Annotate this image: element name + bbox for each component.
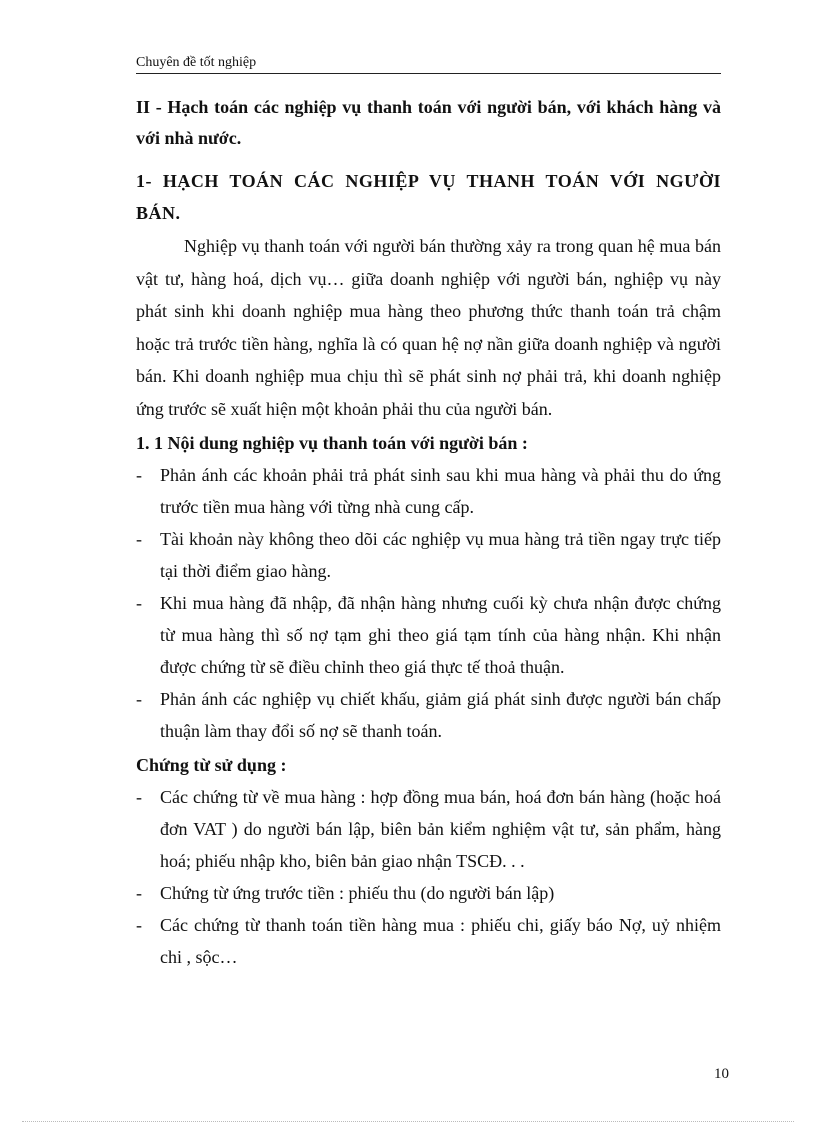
list-item-text: Tài khoản này không theo dõi các nghiệp vụ mua hàng trả tiền ngay trực tiếp tại thời điểm giao hàng. [160,529,721,581]
documents-used-list [136,781,721,973]
page-header [136,54,721,74]
subsection-1-1-title: 1. 1 Nội dung nghiệp vụ thanh toán với người bán : [136,433,528,453]
section-title-line1: 1- HẠCH TOÁN CÁC NGHIỆP VỤ THANH TOÁN VỚI NGƯỜI [136,171,721,191]
list-item [136,459,721,523]
list-item [136,781,721,877]
page-content [136,92,721,973]
list-item-text: Các chứng từ về mua hàng : hợp đồng mua bán, hoá đơn bán hàng (hoặc hoá đơn VAT ) do người bán lập, biên bản kiểm nghiệm vật tư, sản phẩm, hàng hoá; phiếu nhập kho, biên bản giao nhận TSCĐ. . . [160,787,721,871]
page-number: 10 [714,1066,729,1082]
list-item [136,683,721,747]
list-item-text: Khi mua hàng đã nhập, đã nhận hàng nhưng cuối kỳ chưa nhận được chứng từ mua hàng thì số nợ tạm ghi theo giá tạm tính của hàng nhận. Khi nhận được chứng từ sẽ điều chỉnh theo giá thực tế thoả thuận. [160,593,721,677]
list-item [136,523,721,587]
list-item-text: Các chứng từ thanh toán tiền hàng mua : phiếu chi, giấy báo Nợ, uỷ nhiệm chi , sộc… [160,915,721,967]
section-title-line2: BÁN. [136,203,181,223]
dash-bullet: - [136,465,142,485]
bottom-divider [22,1121,794,1122]
dash-bullet: - [136,689,142,709]
list-item [136,587,721,683]
subsection-1-1-list [136,459,721,747]
list-item-text: Phản ánh các nghiệp vụ chiết khấu, giảm giá phát sinh được người bán chấp thuận làm thay đổi số nợ sẽ thanh toán. [160,689,721,741]
dash-bullet: - [136,787,142,807]
dash-bullet: - [136,593,142,613]
intro-paragraph: Nghiệp vụ thanh toán với người bán thường xảy ra trong quan hệ mua bán vật tư, hàng hoá, dịch vụ… giữa doanh nghiệp với người bán, nghiệp vụ này phát sinh khi doanh nghiệp mua hàng theo phương thức thanh toán trả chậm hoặc trả trước tiền hàng, nghĩa là có quan hệ nợ nần giữa doanh nghiệp và người bán. Khi doanh nghiệp mua chịu thì sẽ phát sinh nợ phải trả, khi doanh nghiệp ứng trước sẽ xuất hiện một khoản phải thu của người bán. [136,236,721,419]
dash-bullet: - [136,915,142,935]
main-heading: II - Hạch toán các nghiệp vụ thanh toán với người bán, với khách hàng và với nhà nước. [136,97,721,148]
list-item-text: Phản ánh các khoản phải trả phát sinh sau khi mua hàng và phải thu do ứng trước tiền mua hàng với từng nhà cung cấp. [160,465,721,517]
dash-bullet: - [136,883,142,903]
documents-used-title: Chứng từ sử dụng : [136,755,287,775]
list-item [136,877,721,909]
dash-bullet: - [136,529,142,549]
header-text: Chuyên đề tốt nghiệp [136,55,257,70]
list-item-text: Chứng từ ứng trước tiền : phiếu thu (do người bán lập) [160,883,555,903]
list-item [136,909,721,973]
